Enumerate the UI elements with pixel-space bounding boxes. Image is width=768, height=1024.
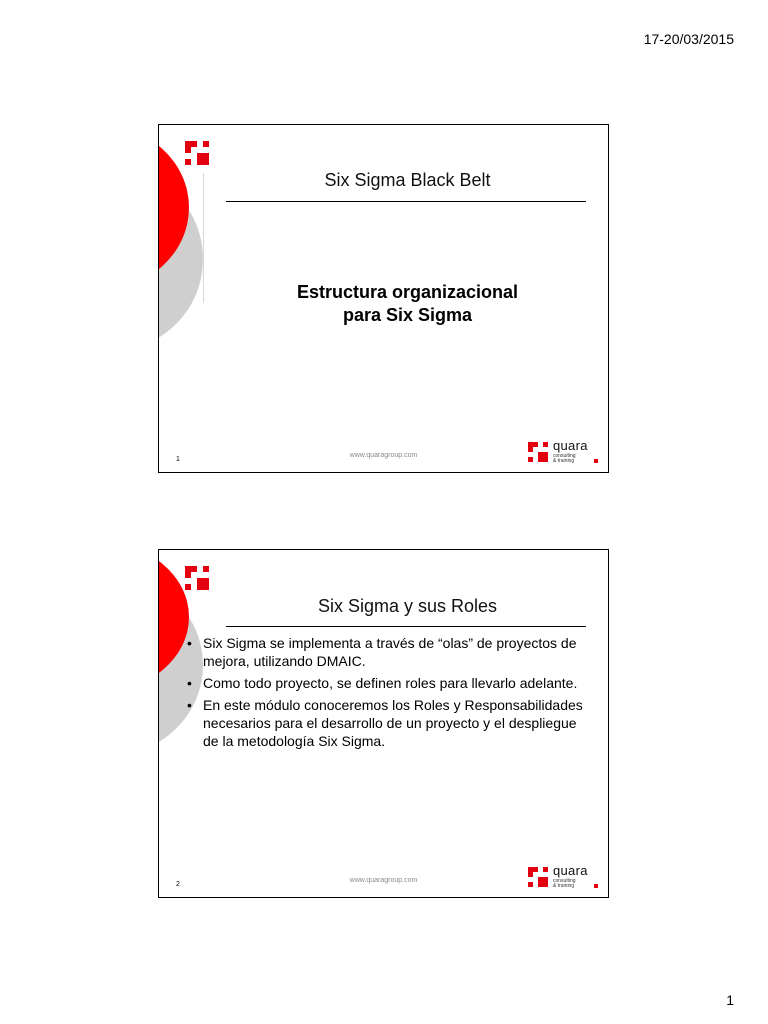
page-number: 1 xyxy=(726,992,734,1008)
title-underline xyxy=(226,201,586,202)
brand-dot-icon xyxy=(594,459,598,463)
quara-logo-icon xyxy=(185,141,210,166)
quara-mark-icon xyxy=(528,442,549,463)
slide-title: Six Sigma Black Belt xyxy=(324,170,491,190)
quara-mark-icon xyxy=(528,867,549,888)
brand-tagline-line: consulting xyxy=(553,453,576,459)
bullet-item: • En este módulo conoceremos los Roles y Responsabilidades necesarios para el desarrollo de un proyecto y el despliegue de la metodología Six Sigma. xyxy=(185,696,586,750)
vertical-divider xyxy=(203,173,204,303)
slide-footer xyxy=(159,857,608,897)
brand-name: quara xyxy=(553,438,588,453)
brand-tagline-line: & training xyxy=(553,883,575,889)
brand-tagline-line: consulting xyxy=(553,878,576,884)
slide-2 xyxy=(158,549,609,898)
title-underline xyxy=(226,626,586,627)
bullet-item: • Como todo proyecto, se definen roles para llevarlo adelante. xyxy=(185,674,586,692)
quara-logo-icon xyxy=(185,566,210,591)
footer-url: www.quaragroup.com xyxy=(349,877,418,884)
bullet-list xyxy=(185,634,586,754)
page-date: 17-20/03/2015 xyxy=(643,31,734,47)
slide-number: 2 xyxy=(176,881,180,888)
subtitle-line: para Six Sigma xyxy=(342,305,473,325)
subtitle-line: Estructura organizacional xyxy=(296,282,519,302)
bullet-item: • Six Sigma se implementa a través de “olas” de proyectos de mejora, utilizando DMAIC. xyxy=(185,634,586,670)
footer-url: www.quaragroup.com xyxy=(349,452,418,459)
slide-footer xyxy=(159,432,608,472)
brand-tagline xyxy=(553,879,576,889)
quara-brand-logo xyxy=(528,440,600,466)
slide-number: 1 xyxy=(176,456,180,463)
slide-title: Six Sigma y sus Roles xyxy=(317,596,498,616)
brand-tagline-line: & training xyxy=(553,458,575,464)
brand-tagline xyxy=(553,454,576,464)
quara-brand-logo xyxy=(528,865,600,891)
slide-1 xyxy=(158,124,609,473)
brand-dot-icon xyxy=(594,884,598,888)
slide-subtitle xyxy=(227,281,588,327)
brand-name: quara xyxy=(553,863,588,878)
